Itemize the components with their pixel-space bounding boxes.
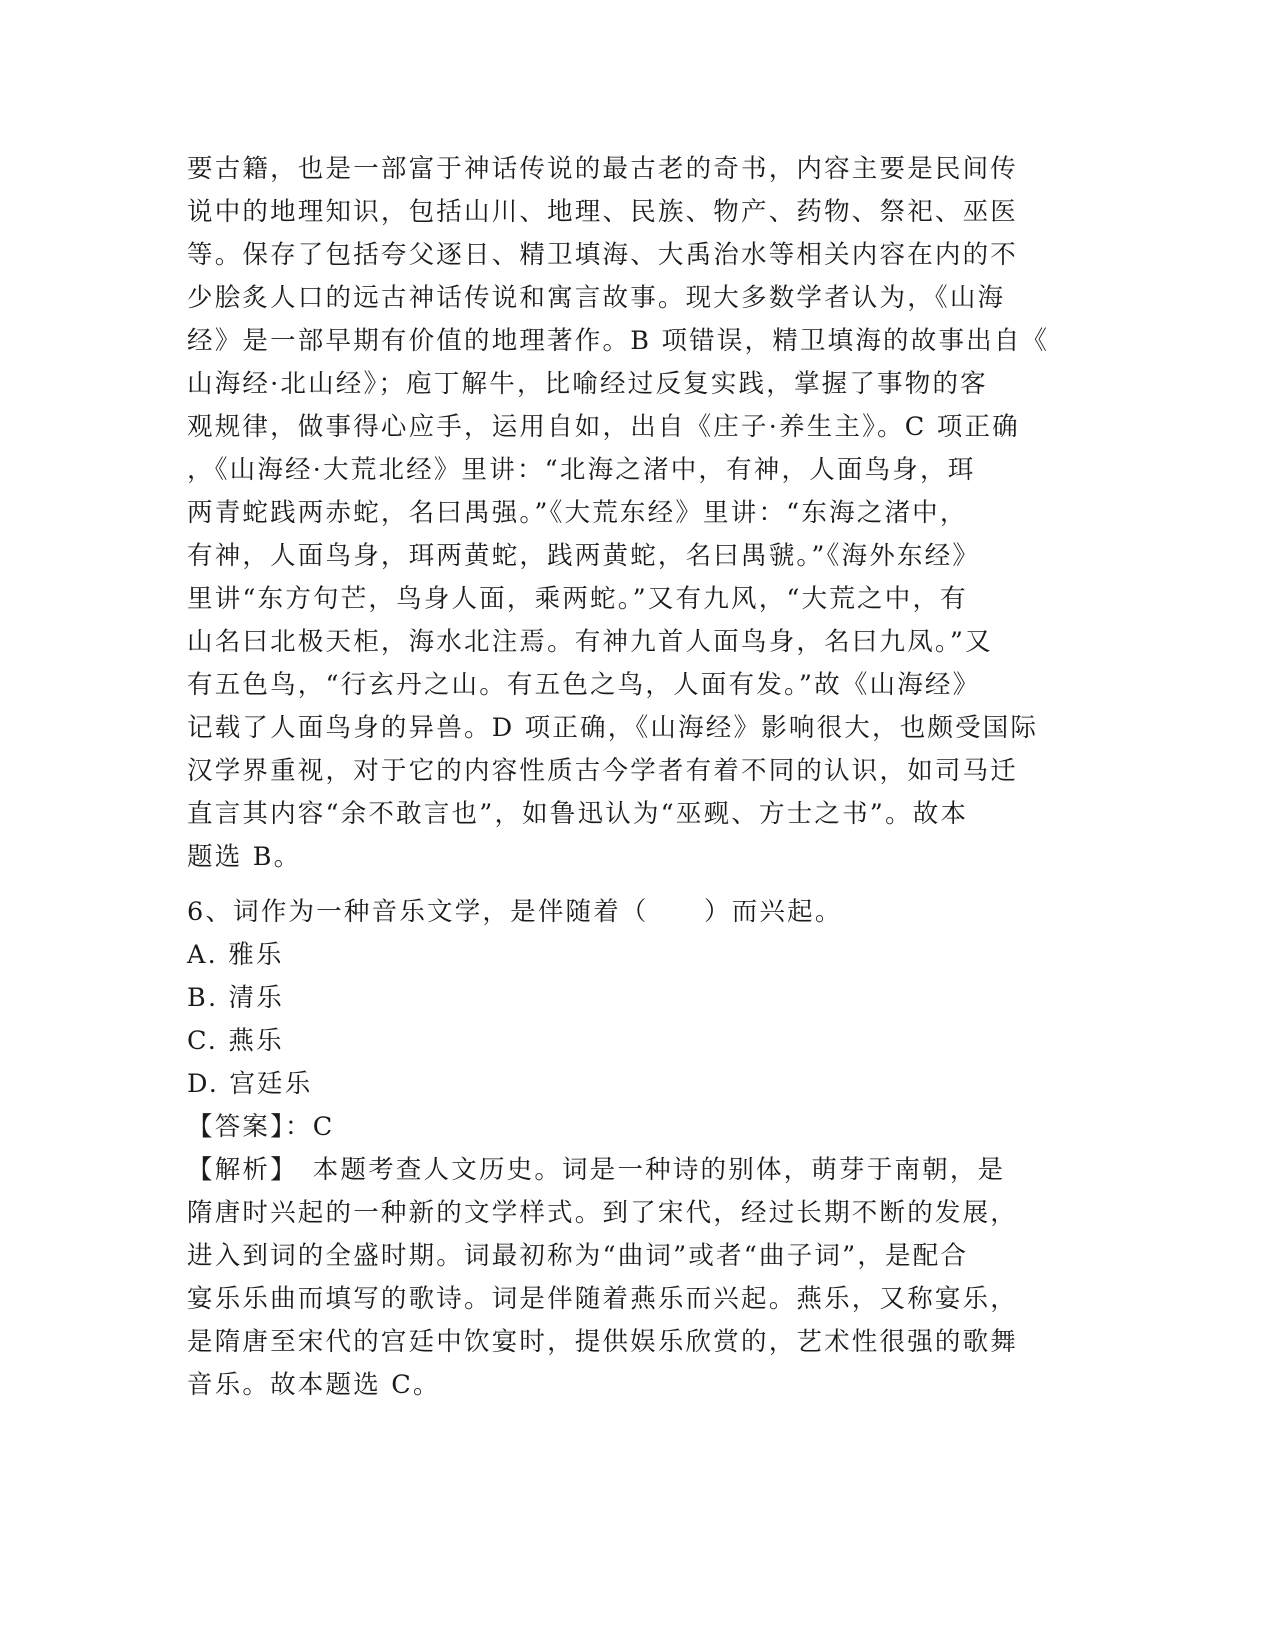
option-b: B. 清乐 [187,983,284,1013]
section-gap [187,879,1067,891]
question-stem: 6、词作为一种音乐文学，是伴随着（ ）而兴起。 [187,897,843,927]
text-line: 有神，人面鸟身，珥两黄蛇，践两黄蛇，名曰禺虢。”《海外东经》 [187,541,981,571]
text-line: 山名曰北极天柜，海水北注焉。有神九首人面鸟身，名曰九凤。”又 [187,627,993,657]
text-line: 汉学界重视，对于它的内容性质古今学者有着不同的认识，如司马迁 [187,756,1019,786]
text-line: 两青蛇践两赤蛇，名曰禺强。”《大荒东经》里讲：“东海之渚中， [187,498,968,528]
text-line: ，《山海经·大荒北经》里讲：“北海之渚中，有神，人面鸟身，珥 [187,455,976,485]
text-line: 少脍炙人口的远古神话传说和寓言故事。现大多数学者认为，《山海 [187,283,1006,313]
option-d: D. 宫廷乐 [187,1069,313,1099]
option-c: C. 燕乐 [187,1026,284,1056]
document-page [187,148,1067,1407]
analysis-line: 【解析】 本题考查人文历史。词是一种诗的别体，萌芽于南朝，是 [187,1155,1006,1185]
analysis-line: 进入到词的全盛时期。词最初称为“曲词”或者“曲子词”，是配合 [187,1241,969,1271]
text-line: 经》是一部早期有价值的地理著作。B 项错误，精卫填海的故事出自《 [187,326,1050,356]
text-line: 要古籍，也是一部富于神话传说的最古老的奇书，内容主要是民间传 [187,154,1019,184]
analysis-line: 隋唐时兴起的一种新的文学样式。到了宋代，经过长期不断的发展， [187,1198,1019,1228]
text-line: 观规律，做事得心应手，运用自如，出自《庄子·养生主》。C 项正确 [187,412,1020,442]
text-line: 有五色鸟，“行玄丹之山。有五色之鸟，人面有发。”故《山海经》 [187,670,981,700]
analysis-line: 是隋唐至宋代的宫廷中饮宴时，提供娱乐欣赏的，艺术性很强的歌舞 [187,1327,1019,1357]
text-line: 里讲“东方句芒，鸟身人面，乘两蛇。”又有九风，“大荒之中，有 [187,584,968,614]
text-line: 直言其内容“余不敢言也”，如鲁迅认为“巫觋、方士之书”。故本 [187,799,969,829]
text-line: 记载了人面鸟身的异兽。D 项正确，《山海经》影响很大，也颇受国际 [187,713,1039,743]
text-line: 说中的地理知识，包括山川、地理、民族、物产、药物、祭祀、巫医 [187,197,1019,227]
text-line: 题选 B。 [187,842,302,872]
answer-line: 【答案】：C [187,1112,335,1142]
text-line: 等。保存了包括夸父逐日、精卫填海、大禹治水等相关内容在内的不 [187,240,1019,270]
analysis-line: 音乐。故本题选 C。 [187,1370,441,1400]
analysis-line: 宴乐乐曲而填写的歌诗。词是伴随着燕乐而兴起。燕乐，又称宴乐， [187,1284,1019,1314]
question-6 [187,891,1067,1407]
text-line: 山海经·北山经》；庖丁解牛，比喻经过反复实践，掌握了事物的客 [187,369,988,399]
option-a: A. 雅乐 [187,940,284,970]
previous-explanation [187,148,1067,879]
